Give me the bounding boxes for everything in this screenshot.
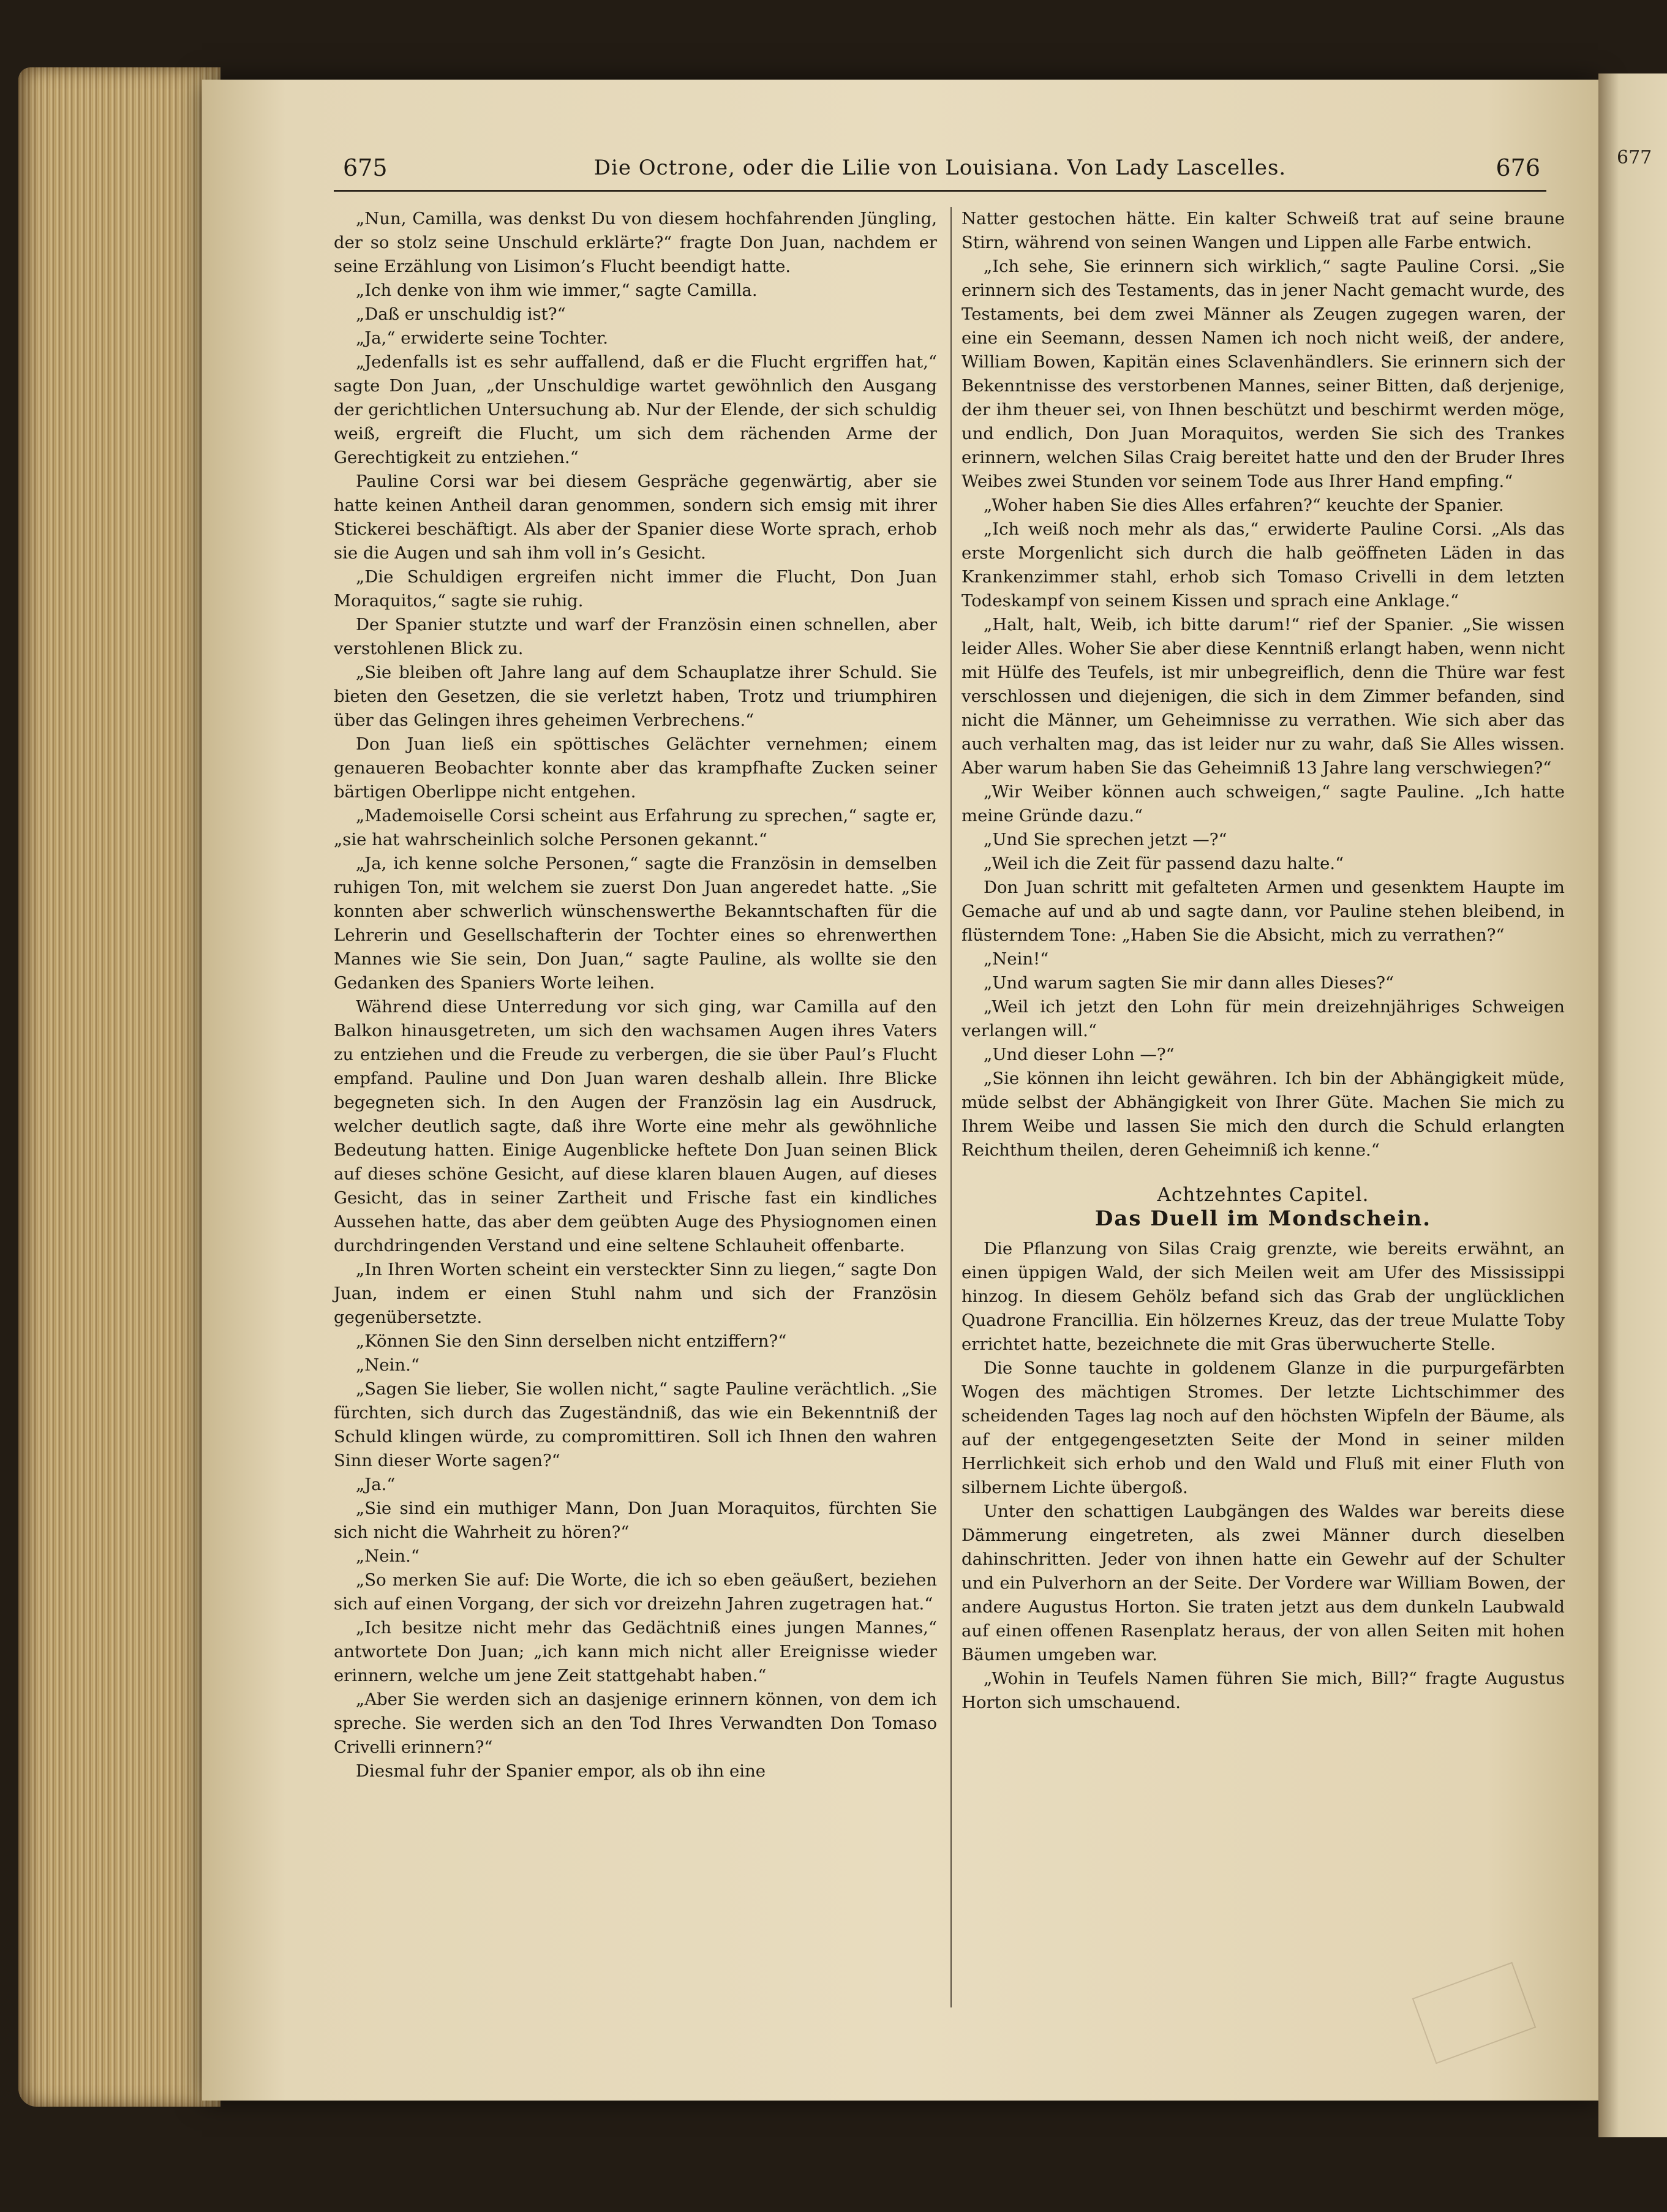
paragraph: „Jedenfalls ist es sehr auffallend, daß er die Flucht ergriffen hat,“ sagte Don Juan, „der Unschuldige wartet gewöhnlich den Ausgang der gerichtlichen Untersuchung ab. Nur der Elende, der sich schuldig weiß, ergreift die Flucht, um sich dem rächenden Arme der Gerechtigkeit zu entziehen.“ bbox=[334, 352, 937, 467]
paragraph: „Und warum sagten Sie mir dann alles Dieses?“ bbox=[984, 973, 1394, 993]
paragraph: „Und dieser Lohn —?“ bbox=[984, 1045, 1175, 1064]
paragraph: „Sie können ihn leicht gewähren. Ich bin der Abhängigkeit müde, müde selbst der Abhängigkeit von Ihrer Güte. Machen Sie mich zu Ihrem Weibe und lassen Sie mich den durch die Schuld erlangten Reichthum theilen, deren Geheimniß ich kenne.“ bbox=[961, 1069, 1565, 1160]
paragraph: „Mademoiselle Corsi scheint aus Erfahrung zu sprechen,“ sagte er, „sie hat wahrscheinlich solche Personen gekannt.“ bbox=[334, 806, 937, 849]
right-column-text-before-chapter bbox=[961, 207, 1565, 1162]
running-title: Die Octrone, oder die Lilie von Louisiana. Von Lady Lascelles. bbox=[593, 156, 1287, 180]
paragraph: „Halt, halt, Weib, ich bitte darum!“ rief der Spanier. „Sie wissen leider Alles. Woher Sie aber diese Kenntniß erlangt haben, wenn nicht mit Hülfe des Teufels, ist mir unbegreiflich, denn die Thüre war fest verschlossen und diejenigen, die sich in dem Zimmer befanden, sind nicht die Männer, um Geheimnisse zu verrathen. Wie sich aber das auch verhalten mag, das ist leider nur zu wahr, daß Sie Alles wissen. Aber warum haben Sie das Geheimniß 13 Jahre lang verschwiegen?“ bbox=[961, 615, 1565, 778]
paragraph: Unter den schattigen Laubgängen des Waldes war bereits diese Dämmerung eingetreten, als zwei Männer durch dieselben dahinschritten. Jeder von ihnen hatte ein Gewehr auf der Schulter und ein Pulverhorn an der Seite. Der Vordere war William Bowen, der andere Augustus Horton. Sie traten jetzt aus dem dunkeln Laubwald auf einen offenen Rasenplatz heraus, der von allen Seiten mit hohen Bäumen umgeben war. bbox=[961, 1502, 1565, 1665]
left-text-column bbox=[334, 207, 937, 1783]
next-page-number: 677 bbox=[1617, 147, 1652, 168]
paragraph: „Woher haben Sie dies Alles erfahren?“ keuchte der Spanier. bbox=[984, 495, 1504, 515]
paragraph: Don Juan ließ ein spöttisches Gelächter vernehmen; einem genaueren Beobachter konnte aber das krampfhafte Zucken seiner bärtigen Oberlippe nicht entgehen. bbox=[334, 734, 937, 802]
paragraph: „Nein.“ bbox=[356, 1546, 420, 1566]
paragraph: „Daß er unschuldig ist?“ bbox=[356, 304, 566, 324]
paragraph: „Weil ich jetzt den Lohn für mein dreizehnjähriges Schweigen verlangen will.“ bbox=[961, 997, 1565, 1040]
paragraph: Don Juan schritt mit gefalteten Armen und gesenktem Haupte im Gemache auf und ab und sagte dann, vor Pauline stehen bleibend, in flüsterndem Tone: „Haben Sie die Absicht, mich zu verrathen?“ bbox=[961, 878, 1565, 945]
paragraph: Natter gestochen hätte. Ein kalter Schweiß trat auf seine braune Stirn, während von seinen Wangen und Lippen alle Farbe entwich. bbox=[961, 209, 1565, 252]
paragraph: „Ich besitze nicht mehr das Gedächtniß eines jungen Mannes,“ antwortete Don Juan; „ich kann mich nicht aller Ereignisse wieder erinnern, welche um jene Zeit stattgehabt haben.“ bbox=[334, 1618, 937, 1685]
paragraph: „Sie bleiben oft Jahre lang auf dem Schauplatze ihrer Schuld. Sie bieten den Gesetzen, die sie verletzt haben, Trotz und triumphiren über das Gelingen ihres geheimen Verbrechens.“ bbox=[334, 663, 937, 730]
paragraph: „Ich denke von ihm wie immer,“ sagte Camilla. bbox=[356, 280, 758, 300]
paragraph: „In Ihren Worten scheint ein versteckter Sinn zu liegen,“ sagte Don Juan, indem er einen Stuhl nahm und sich der Französin gegenübersetzte. bbox=[334, 1260, 937, 1327]
paragraph: „Ich sehe, Sie erinnern sich wirklich,“ sagte Pauline Corsi. „Sie erinnern sich des Testaments, das in jener Nacht gemacht wurde, des Testaments, bei dem zwei Männer als Zeugen zugegen waren, der eine ein Seemann, dessen Namen ich noch nicht weiß, der andere, William Bowen, Kapitän eines Sclavenhändlers. Sie erinnern sich der Bekenntnisse des verstorbenen Mannes, seiner Bitten, daß derjenige, der ihm theuer sei, von Ihnen beschützt und beschirmt werden möge, und endlich, Don Juan Moraquitos, werden Sie sich des Trankes erinnern, welchen Silas Craig bereitet hatte und den der Bruder Ihres Weibes zwei Stunden vor seinem Tode aus Ihrer Hand empfing.“ bbox=[961, 257, 1565, 491]
paragraph: Die Pflanzung von Silas Craig grenzte, wie bereits erwähnt, an einen üppigen Wald, der sich Meilen weit am Ufer des Mississippi hinzog. In diesem Gehölz befand sich das Grab der unglücklichen Quadrone Francillia. Ein hölzernes Kreuz, das der treue Mulatte Toby errichtet hatte, bezeichnete die mit Gras überwucherte Stelle. bbox=[961, 1239, 1565, 1354]
paragraph: Während diese Unterredung vor sich ging, war Camilla auf den Balkon hinausgetreten, um sich den wachsamen Augen ihres Vaters zu entziehen und die Freude zu verbergen, die sie über Paul’s Flucht empfand. Pauline und Don Juan waren deshalb allein. Ihre Blicke begegneten sich. In den Augen der Französin lag ein Ausdruck, welcher deutlich sagte, daß ihre Worte eine mehr als gewöhnliche Bedeutung hatten. Einige Augenblicke heftete Don Juan seinen Blick auf dieses schöne Gesicht, auf diese klaren blauen Augen, auf dieses Gesicht, das in seiner Zartheit und Frische fast ein kindliches Aussehen hatte, das aber dem geübten Auge des Physiognomen einen durchdringenden Verstand und eine seltene Schlauheit offenbarte. bbox=[334, 997, 937, 1255]
paragraph: „Wir Weiber können auch schweigen,“ sagte Pauline. „Ich hatte meine Gründe dazu.“ bbox=[961, 782, 1565, 826]
paragraph: „So merken Sie auf: Die Worte, die ich so eben geäußert, beziehen sich auf einen Vorgang, der sich vor dreizehn Jahren zugetragen hat.“ bbox=[334, 1570, 937, 1614]
paragraph: „Ja.“ bbox=[356, 1475, 396, 1494]
paragraph: Pauline Corsi war bei diesem Gespräche gegenwärtig, aber sie hatte keinen Antheil daran genommen, sondern sich emsig mit ihrer Stickerei beschäftigt. Als aber der Spanier diese Worte sprach, erhob sie die Augen und sah ihm voll in’s Gesicht. bbox=[334, 472, 937, 563]
paragraph: Der Spanier stutzte und warf der Französin einen schnellen, aber verstohlenen Blick zu. bbox=[334, 615, 937, 658]
paragraph: „Und Sie sprechen jetzt —?“ bbox=[984, 830, 1227, 849]
page-number-left: 675 bbox=[343, 154, 388, 181]
paragraph: „Die Schuldigen ergreifen nicht immer die Flucht, Don Juan Moraquitos,“ sagte sie ruhig. bbox=[334, 567, 937, 611]
paragraph: „Wohin in Teufels Namen führen Sie mich, Bill?“ fragte Augustus Horton sich umschauend. bbox=[961, 1669, 1565, 1712]
next-page-edge bbox=[1598, 73, 1667, 2137]
column-divider bbox=[950, 207, 952, 2007]
chapter-title: Das Duell im Mondschein. bbox=[1094, 1206, 1432, 1231]
paragraph: „Ja, ich kenne solche Personen,“ sagte die Französin in demselben ruhigen Ton, mit welchem sie zuerst Don Juan angeredet hatte. „Sie konnten aber schwerlich wünschenswerthe Bekanntschaften für die Lehrerin und Gesellschafterin der Tochter eines so ehrenwerthen Mannes wie Sie sein, Don Juan,“ sagte Pauline, als wollte sie den Gedanken des Spaniers Worte leihen. bbox=[334, 854, 937, 993]
paragraph: Die Sonne tauchte in goldenem Glanze in die purpurgefärbten Wogen des mächtigen Stromes. Der letzte Lichtschimmer des scheidenden Tages lag noch auf den höchsten Wipfeln der Bäume, als auf der entgegengesetzten Seite der Mond in seiner milden Herrlichkeit sich erhob und den Wald und Fluß mit einer Fluth von silbernem Lichte übergoß. bbox=[961, 1358, 1565, 1497]
paragraph: Diesmal fuhr der Spanier empor, als ob ihn eine bbox=[356, 1761, 766, 1781]
paragraph: „Sie sind ein muthiger Mann, Don Juan Moraquitos, fürchten Sie sich nicht die Wahrheit zu hören?“ bbox=[334, 1499, 937, 1542]
paragraph: „Aber Sie werden sich an dasjenige erinnern können, von dem ich spreche. Sie werden sich an den Tod Ihres Verwandten Don Tomaso Crivelli erinnern?“ bbox=[334, 1690, 937, 1757]
paragraph: „Nun, Camilla, was denkst Du von diesem hochfahrenden Jüngling, der so stolz seine Unschuld erklärte?“ fragte Don Juan, nachdem er seine Erzählung von Lisimon’s Flucht beendigt hatte. bbox=[334, 209, 937, 276]
paragraph: „Ich weiß noch mehr als das,“ erwiderte Pauline Corsi. „Als das erste Morgenlicht sich durch die halb geöffneten Läden in das Krankenzimmer stahl, erhob sich Tomaso Crivelli in dem letzten Todeskampf von seinem Kissen und sprach eine Anklage.“ bbox=[961, 519, 1565, 611]
paragraph: „Weil ich die Zeit für passend dazu halte.“ bbox=[984, 854, 1344, 873]
paragraph: „Nein!“ bbox=[984, 949, 1049, 969]
paragraph: „Ja,“ erwiderte seine Tochter. bbox=[356, 328, 609, 348]
chapter-number: Achtzehntes Capitel. bbox=[1157, 1184, 1369, 1206]
right-column-text-after-chapter bbox=[961, 1237, 1565, 1715]
page-number-right: 676 bbox=[1496, 154, 1540, 181]
paragraph: „Sagen Sie lieber, Sie wollen nicht,“ sagte Pauline verächtlich. „Sie fürchten, sich durch das Zugeständniß, das wie ein Bekenntniß der Schuld klingen würde, zu compromittiren. Soll ich Ihnen den wahren Sinn dieser Worte sagen?“ bbox=[334, 1379, 937, 1470]
paragraph: „Nein.“ bbox=[356, 1355, 420, 1375]
paragraph: „Können Sie den Sinn derselben nicht entziffern?“ bbox=[356, 1331, 787, 1351]
right-text-column bbox=[961, 207, 1565, 1715]
running-header bbox=[334, 152, 1546, 192]
book-page-edges bbox=[18, 67, 220, 2107]
